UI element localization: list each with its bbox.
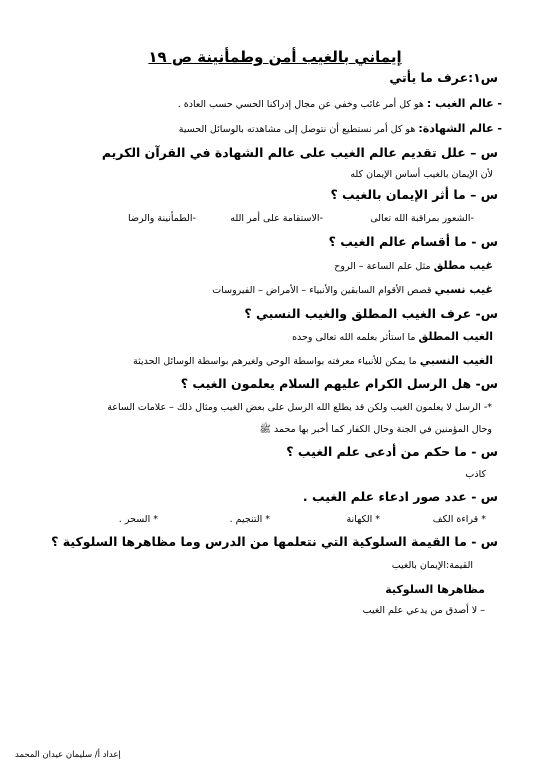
question-1: س١:عرف ما يأتي [389, 70, 498, 85]
absolute-unseen-example [334, 260, 493, 272]
effect-item: -الطمأنينة والرضا [128, 213, 196, 224]
answer-2: لأن الإيمان بالغيب أساس الإيمان كله [350, 169, 493, 180]
term-absolute-unseen-def: الغيب المطلق [418, 330, 493, 343]
absolute-unseen-definition [292, 331, 493, 343]
claim-item: * السحر . [118, 514, 158, 525]
question-6: س- هل الرسل الكرام عليهم السلام يعلمون الغيب ؟ [180, 376, 498, 391]
absolute-unseen-definition-text: ما استأثر بعلمه الله تعالى وحده [292, 332, 419, 343]
term-seen-world: - عالم الشهادة: [418, 122, 502, 135]
page-title: إيماني بالغيب أمن وطمأنينة ص ١٩ [148, 48, 402, 66]
claim-item: * التنجيم . [229, 514, 270, 525]
question-7: س - ما حكم من أدعى علم الغيب ؟ [286, 444, 498, 459]
answer-6-line-2: وحال المؤمنين في الجنة وحال الكفار كما أخبر بها محمد ﷺ [259, 424, 492, 435]
behavioral-value: القيمة:الإيمان بالغيب [391, 560, 473, 571]
question-3: س – ما أثر الإيمان بالغيب ؟ [330, 187, 498, 202]
term-relative-unseen: غيب نسبي [434, 283, 493, 296]
term-absolute-unseen: غيب مطلق [433, 259, 493, 272]
definition-seen-world [179, 123, 502, 135]
definition-unseen-world [178, 98, 502, 110]
author-credit: إعداد أ/ سليمان عيدان المحمد [15, 750, 121, 760]
answer-6-line-1: *- الرسل لا يعلمون الغيب ولكن قد يطلع الله الرسل على بعض الغيب ومثال ذلك – علامات الساعة [107, 402, 492, 413]
manifestations-heading: مظاهرها السلوكية [385, 583, 485, 596]
relative-unseen-example-text: قصص الأقوام السابقين والأنبياء – الأمراض – الفيروسات [212, 285, 435, 296]
question-5: س- عرف الغيب المطلق والغيب النسبي ؟ [244, 306, 498, 321]
absolute-unseen-example-text: مثل علم الساعة – الروح [334, 261, 434, 272]
answer-7: كاذب [465, 469, 486, 480]
relative-unseen-definition [133, 355, 493, 367]
question-4: س - ما أقسام عالم الغيب ؟ [328, 234, 498, 249]
claim-item: * الكهانة [346, 514, 380, 525]
question-8: س - عدد صور ادعاء علم الغيب . [302, 489, 498, 504]
term-unseen-world: - عالم الغيب : [426, 97, 502, 110]
relative-unseen-example [212, 284, 493, 296]
effect-item: -الشعور بمراقبة الله تعالى [370, 213, 474, 224]
claim-item: * قراءة الكف [432, 514, 486, 525]
effect-item: -الاستقامة على أمر الله [230, 213, 323, 224]
definition-seen-world-text: هو كل أمر نستطيع أن نتوصل إلى مشاهدته بالوسائل الحسية [178, 124, 419, 135]
relative-unseen-definition-text: ما يمكن للأنبياء معرفته بواسطة الوحي ولغيرهم بواسطة الوسائل الحديثة [133, 356, 420, 367]
term-relative-unseen-def: الغيب النسبي [419, 354, 493, 367]
definition-unseen-world-text: هو كل أمر غائب وخفي عن مجال إدراكنا الحسي حسب العادة . [177, 99, 427, 110]
question-2: س – علل تقديم عالم الغيب على عالم الشهادة في القرآن الكريم [101, 145, 498, 160]
manifestation-item: – لا أصدق من يدعي علم الغيب [362, 605, 485, 616]
question-9: س - ما القيمة السلوكية التي نتعلمها من الدرس وما مظاهرها السلوكية ؟ [51, 534, 498, 549]
